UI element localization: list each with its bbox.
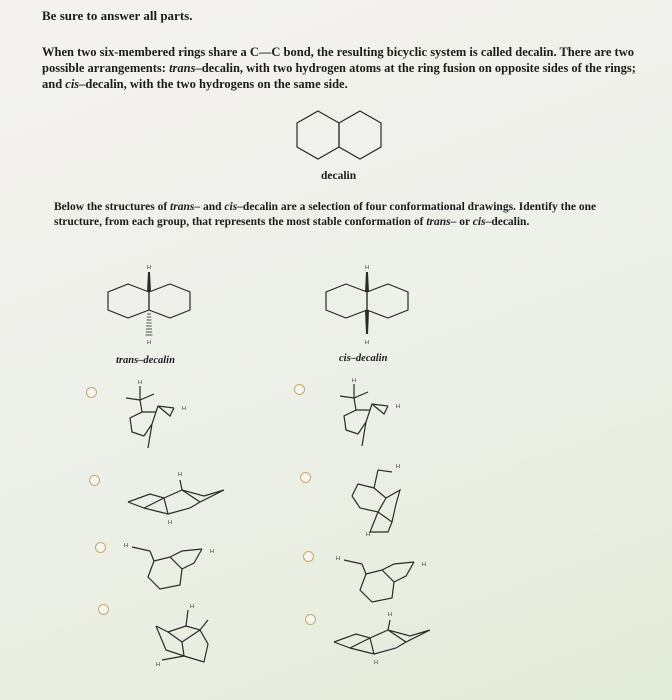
trans-bottom-h-label: H <box>147 340 151 346</box>
trans-option-2-radio[interactable] <box>89 475 100 486</box>
svg-text:H: H <box>336 556 340 562</box>
cis-option-1-radio[interactable] <box>294 384 305 395</box>
svg-text:H: H <box>178 472 182 478</box>
trans-option-3-structure <box>118 535 228 595</box>
svg-text:H: H <box>156 662 160 668</box>
svg-text:H: H <box>182 406 186 412</box>
svg-text:H: H <box>352 378 356 384</box>
svg-text:H: H <box>396 464 400 470</box>
cis-decalin-label: cis–decalin <box>339 353 388 364</box>
cis-option-4-structure <box>326 608 436 668</box>
trans-option-1-structure <box>118 378 198 458</box>
trans-option-3-radio[interactable] <box>95 542 106 553</box>
cis-option-3-radio[interactable] <box>303 551 314 562</box>
trans-top-h-label: H <box>147 265 151 271</box>
decalin-label: decalin <box>321 170 357 182</box>
svg-text:H: H <box>374 660 378 666</box>
instruction-header: Be sure to answer all parts. <box>42 8 193 23</box>
cis-option-2-structure <box>338 460 418 540</box>
cis-decalin-structure <box>322 262 422 352</box>
svg-text:H: H <box>138 380 142 386</box>
cis-bottom-h-label: H <box>365 340 369 346</box>
trans-decalin-structure <box>104 262 204 352</box>
decalin-structure <box>296 108 396 168</box>
trans-option-4-radio[interactable] <box>98 604 109 615</box>
svg-text:H: H <box>168 520 172 526</box>
trans-option-1-radio[interactable] <box>86 387 97 398</box>
svg-text:H: H <box>124 543 128 549</box>
cis-option-4-radio[interactable] <box>305 614 316 625</box>
instructions-paragraph: Below the structures of trans– and cis–decalin are a selection of four conformational drawings. Identify the one structure, from each group, that represents the most stable conformation of trans– or cis–decalin. <box>54 201 597 228</box>
cis-option-1-structure <box>332 376 412 456</box>
intro-paragraph: When two six-membered rings share a C—C bond, the resulting bicyclic system is called decalin. There are two possible arrangements: trans–decalin, with two hydrogen atoms at the ring fusion on opposite sides of the rings; and cis–decalin, with the two hydrogens on the same side. <box>42 45 636 91</box>
trans-option-4-structure <box>148 600 228 670</box>
svg-text:H: H <box>396 404 400 410</box>
svg-text:H: H <box>366 532 370 538</box>
svg-text:H: H <box>388 612 392 618</box>
cis-top-h-label: H <box>365 265 369 271</box>
trans-decalin-label: trans–decalin <box>116 355 175 366</box>
cis-option-3-structure <box>330 548 440 608</box>
svg-text:H: H <box>422 562 426 568</box>
cis-option-2-radio[interactable] <box>300 472 311 483</box>
svg-text:H: H <box>210 549 214 555</box>
svg-text:H: H <box>190 604 194 610</box>
trans-option-2-structure <box>120 468 230 528</box>
